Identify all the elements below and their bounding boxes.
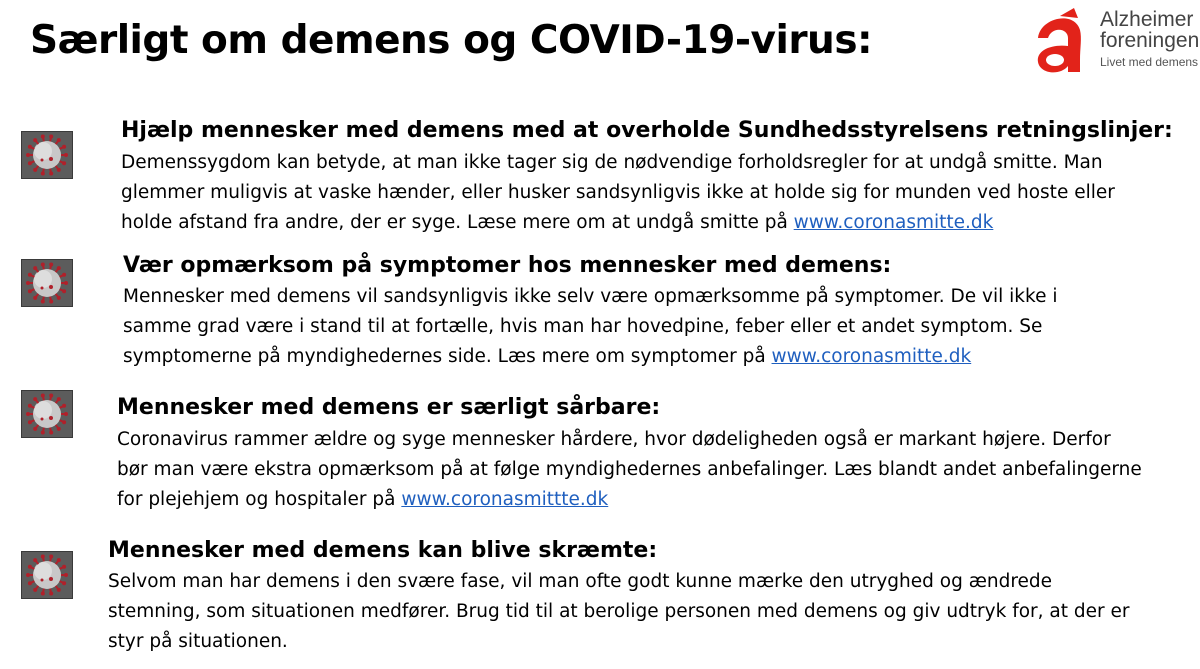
coronavirus-icon xyxy=(21,131,73,179)
section-1-line-2: glemmer muligvis at vaske hænder, eller husker sandsynligvis ikke at holde sig for munden ved hoste eller xyxy=(121,182,1115,203)
coronavirus-icon xyxy=(21,259,73,307)
section-2-line-3-text: symptomerne på myndighedernes side. Læs mere om symptomer på xyxy=(123,346,772,367)
section-3-line-3 xyxy=(117,485,1142,515)
section-2-line-3 xyxy=(123,342,1057,372)
section-3-link[interactable]: www.coronasmittte.dk xyxy=(401,489,609,510)
section-1-line-3 xyxy=(121,208,1115,238)
section-2-link[interactable]: www.coronasmitte.dk xyxy=(771,346,972,367)
section-3-line-1: Coronavirus rammer ældre og syge mennesker hårdere, hvor dødeligheden også er markant højere. Derfor xyxy=(117,429,1111,450)
section-2-line-1: Mennesker med demens vil sandsynligvis ikke selv være opmærksomme på symptomer. De vil ikke i xyxy=(123,286,1058,307)
section-1-heading: Hjælp mennesker med demens med at overholde Sundhedsstyrelsens retningslinjer: xyxy=(121,118,1173,143)
section-1-line-3-text: holde afstand fra andre, der er syge. Læse mere om at undgå smitte på xyxy=(121,212,794,233)
section-4-line-3: styr på situationen. xyxy=(108,631,288,652)
section-2-body xyxy=(123,282,1057,372)
section-1-body xyxy=(121,148,1115,238)
logo-tagline: Livet med demens xyxy=(1100,55,1199,69)
section-3-heading: Mennesker med demens er særligt sårbare: xyxy=(117,395,661,420)
logo-line2: foreningen xyxy=(1100,29,1200,52)
alzheimer-logo xyxy=(1030,8,1198,76)
coronavirus-icon xyxy=(21,390,73,438)
section-3-line-2: bør man være ekstra opmærksom på at følge myndighedernes anbefalinger. Læs blandt andet anbefalingerne xyxy=(117,459,1142,480)
section-3-body xyxy=(117,425,1142,515)
section-4-heading: Mennesker med demens kan blive skræmte: xyxy=(108,538,658,563)
section-4-line-2: stemning, som situationen medfører. Brug tid til at berolige personen med demens og giv udtryk for, at der er xyxy=(108,601,1130,622)
alzheimer-logo-icon xyxy=(1030,8,1096,76)
logo-line1: Alzheimer xyxy=(1100,8,1194,31)
coronavirus-icon xyxy=(21,551,73,599)
section-4-line-1: Selvom man har demens i den svære fase, vil man ofte godt kunne mærke den utryghed og ændrede xyxy=(108,571,1053,592)
section-1-link[interactable]: www.coronasmitte.dk xyxy=(793,212,994,233)
section-1-line-1: Demenssygdom kan betyde, at man ikke tager sig de nødvendige forholdsregler for at undgå smitte. Man xyxy=(121,152,1103,173)
section-3-line-3-text: for plejehjem og hospitaler på xyxy=(117,489,402,510)
section-4-body xyxy=(108,567,1129,657)
section-2-line-2: samme grad være i stand til at fortælle, hvis man har hovedpine, feber eller et andet symptom. Se xyxy=(123,316,1043,337)
section-2-heading: Vær opmærksom på symptomer hos mennesker med demens: xyxy=(123,253,892,278)
page-title: Særligt om demens og COVID-19-virus: xyxy=(30,18,873,63)
